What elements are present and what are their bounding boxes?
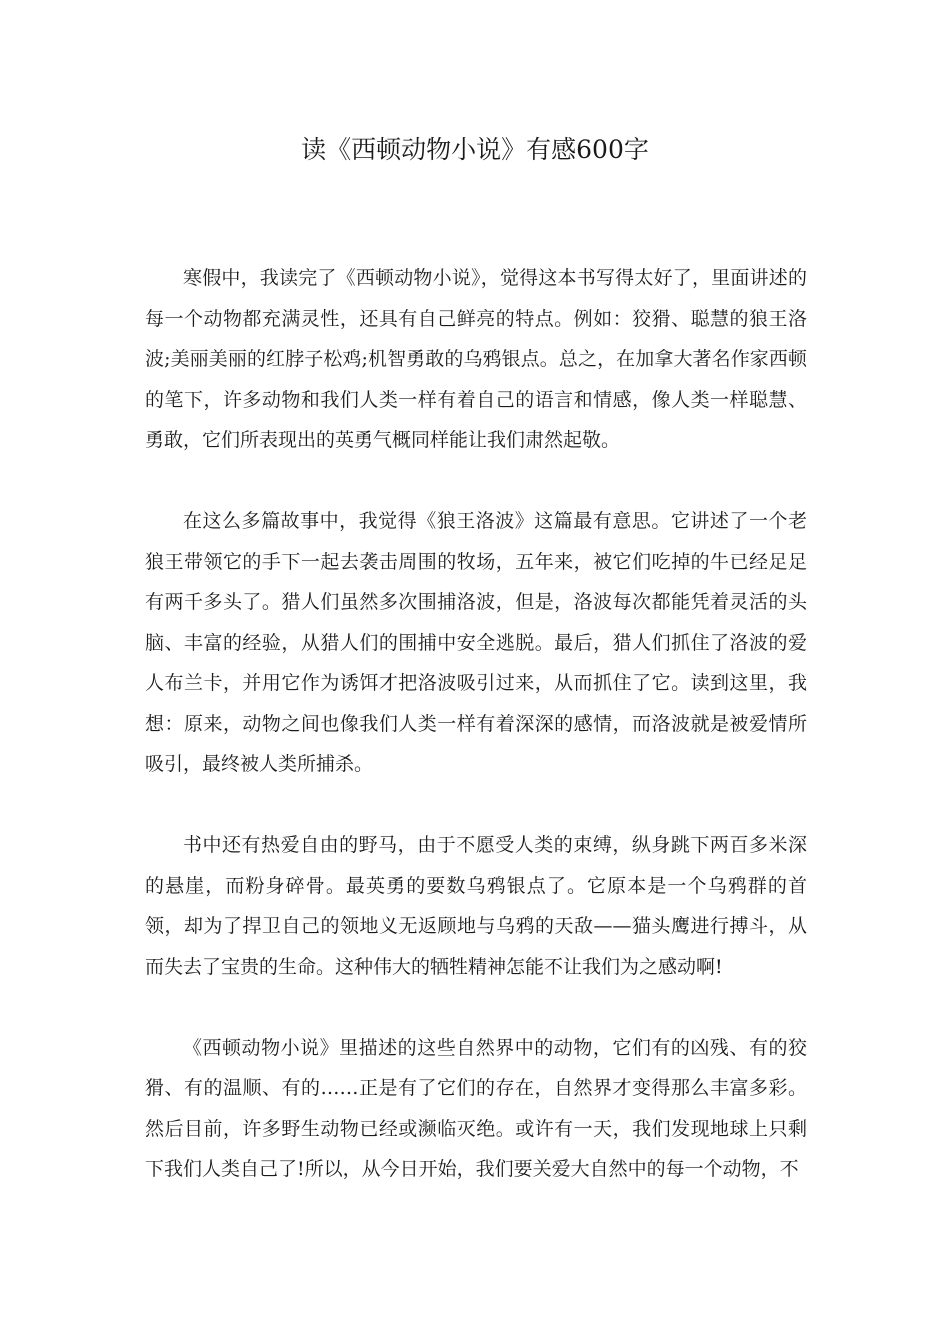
document-body: [145, 258, 807, 1190]
paragraph-2: 在这么多篇故事中，我觉得《狼王洛波》这篇最有意思。它讲述了一个老狼王带领它的手下一起去袭击周围的牧场，五年来，被它们吃掉的牛已经足足有两千多头了。猎人们虽然多次围捕洛波，但是，洛波每次都能凭着灵活的头脑、丰富的经验，从猎人们的围捕中安全逃脱。最后，猎人们抓住了洛波的爱人布兰卡，并用它作为诱饵才把洛波吸引过来，从而抓住了它。读到这里，我想：原来，动物之间也像我们人类一样有着深深的感情，而洛波就是被爱情所吸引，最终被人类所捕杀。: [145, 510, 807, 775]
paragraph-3: 书中还有热爱自由的野马，由于不愿受人类的束缚，纵身跳下两百多米深的悬崖，而粉身碎骨。最英勇的要数乌鸦银点了。它原本是一个乌鸦群的首领，却为了捍卫自己的领地义无返顾地与乌鸦的天敌——猫头鹰进行搏斗，从而失去了宝贵的生命。这种伟大的牺牲精神怎能不让我们为之感动啊!: [145, 834, 807, 978]
document-title: 读《西顿动物小说》有感600字: [301, 135, 649, 164]
paragraph-4: 《西顿动物小说》里描述的这些自然界中的动物，它们有的凶残、有的狡猾、有的温顺、有的……正是有了它们的存在，自然界才变得那么丰富多彩。然后目前，许多野生动物已经或濒临灭绝。或许有一天，我们发现地球上只剩下我们人类自己了!所以，从今日开始，我们要关爱大自然中的每一个动物，不: [145, 1036, 807, 1180]
paragraph-1: 寒假中，我读完了《西顿动物小说》，觉得这本书写得太好了，里面讲述的每一个动物都充满灵性，还具有自己鲜亮的特点。例如：狡猾、聪慧的狼王洛波;美丽美丽的红脖子松鸡;机智勇敢的乌鸦银点。总之，在加拿大著名作家西顿的笔下，许多动物和我们人类一样有着自己的语言和情感，像人类一样聪慧、勇敢，它们所表现出的英勇气概同样能让我们肃然起敬。: [145, 267, 807, 451]
